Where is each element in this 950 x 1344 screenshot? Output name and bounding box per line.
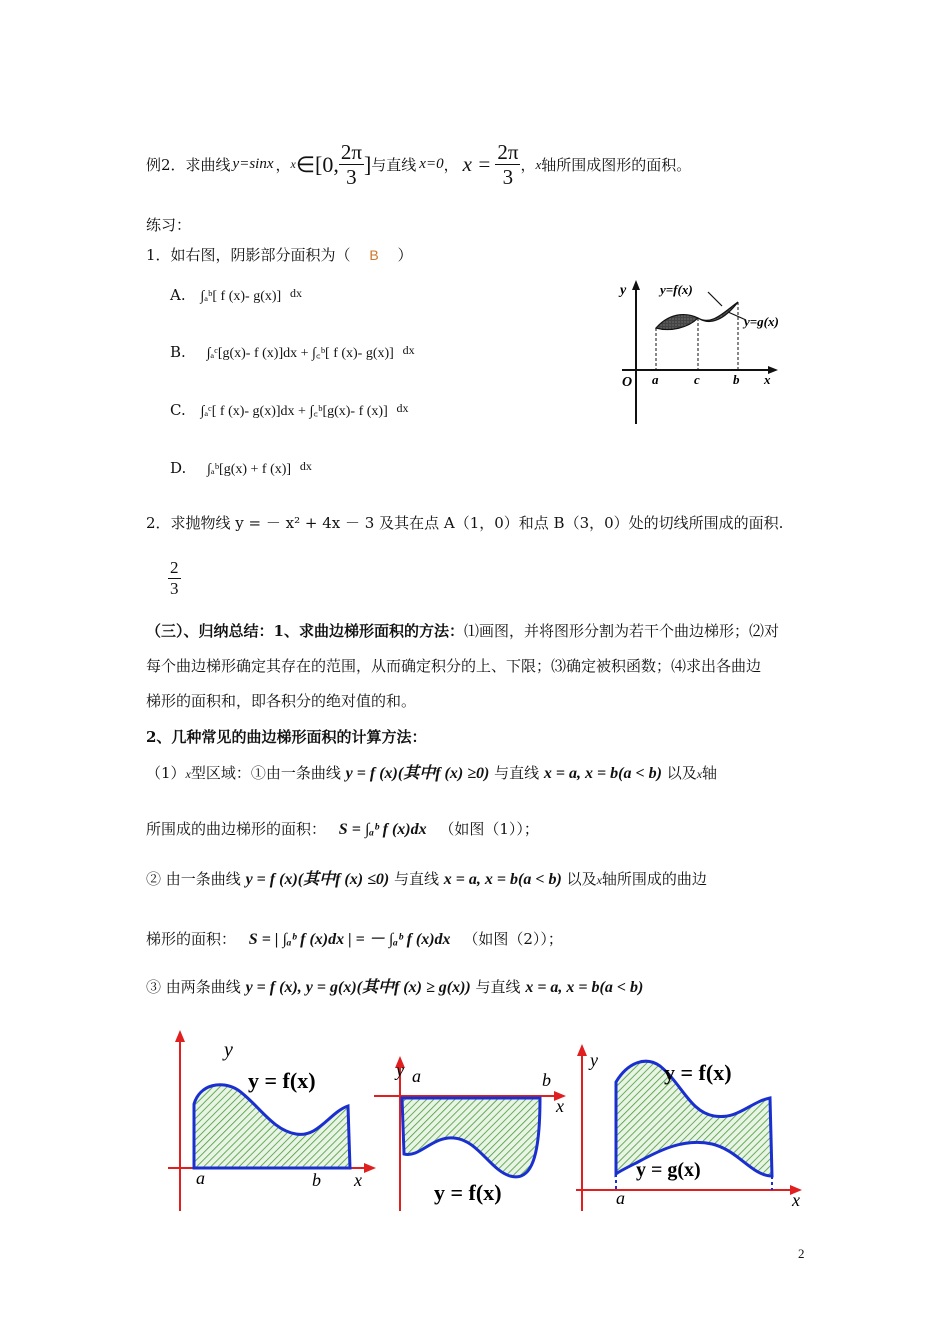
a-label: a: [652, 372, 659, 387]
fig1-x-label: x: [354, 1170, 362, 1190]
q1-option-a: [170, 286, 302, 305]
item1-text2: 与直线: [494, 764, 540, 782]
item1-text3: 以及: [666, 764, 697, 782]
q1-text: 1．如右图，阴影部分面积为（: [146, 246, 351, 264]
x-var: x: [696, 767, 703, 781]
frac-den: 3: [170, 578, 179, 598]
x-label: x: [764, 372, 771, 387]
item2-ref: （如图（2））；: [463, 930, 563, 948]
fig1-a-label: a: [196, 1168, 205, 1188]
summary-subheading1: 1、求曲边梯形面积的方法：: [273, 622, 464, 640]
option-dx: dx: [402, 343, 415, 357]
item1-ref: （如图（1））；: [439, 820, 539, 838]
example2-line: [146, 140, 691, 189]
page-number: 2: [798, 1246, 805, 1261]
item2-math2: x = a, x = b(a < b): [443, 871, 562, 888]
fig2-region: [402, 1098, 540, 1177]
fig3-y-label: y: [590, 1050, 598, 1070]
item1-line1: [146, 760, 717, 783]
fig1-y-label: y: [224, 1039, 233, 1061]
g-label: y=g(x): [744, 314, 779, 329]
q1-answer: B: [369, 247, 379, 263]
option-expr: ∫ₐᶜ[ f (x)- g(x)]dx + ∫꜀ᵇ[g(x)- f (x)]: [200, 404, 388, 419]
fig2-x-label: x: [556, 1096, 564, 1116]
y-label: y: [620, 283, 627, 298]
option-label: B.: [170, 343, 186, 361]
summary-subheading2: 2、几种常见的曲边梯形面积的计算方法：: [146, 728, 427, 746]
item2-text3: 以及: [566, 870, 597, 888]
fig2-curve-label: y = f(x): [434, 1180, 502, 1205]
fig2-a-label: a: [412, 1066, 421, 1086]
fig3-x-label: x: [792, 1190, 800, 1210]
interval-close: ]: [363, 151, 372, 177]
option-expr: ∫ₐᵇ[ f (x)- g(x)]: [200, 289, 282, 304]
item1-line2-text: 所围成的曲边梯形的面积：: [146, 820, 327, 838]
y-arrow-icon: [632, 280, 640, 290]
item2-text: ② 由一条曲线: [146, 870, 241, 888]
example2-curve: y=sinx: [232, 156, 274, 173]
x-var: x: [596, 873, 602, 887]
item1-text4: 轴: [702, 764, 718, 782]
item3-text: ③ 由两条曲线: [146, 978, 241, 996]
q2-answer: [168, 558, 181, 598]
area-figures: [160, 1026, 810, 1216]
item2-line1: [146, 866, 707, 889]
b-label: b: [733, 372, 740, 387]
comma: ，: [275, 156, 291, 175]
line-x0: x=0: [419, 156, 444, 173]
x-var: x: [535, 156, 542, 172]
f-label: y=f(x): [660, 282, 693, 297]
item1-formula: S = ∫ₐᵇ f (x)dx: [338, 821, 427, 838]
fig3-f-label: y = f(x): [664, 1060, 732, 1085]
summary-heading: （三）、归纳总结：: [146, 622, 274, 640]
comma: ，: [520, 156, 536, 175]
item2-text2: 与直线: [393, 870, 439, 888]
example2-prefix: 例2．求曲线: [146, 156, 231, 175]
item3-text2: 与直线: [475, 978, 521, 996]
origin-label: O: [622, 375, 633, 390]
option-expr: ∫ₐᶜ[g(x)- f (x)]dx + ∫꜀ᵇ[ f (x)- g(x)]: [206, 346, 394, 361]
fig1-b-label: b: [312, 1170, 321, 1190]
q2-stem: 2．求抛物线 y = － x² + 4x － 3 及其在点 A（1，0）和点 B（3，0）处的切线所围成的面积.: [146, 514, 784, 532]
frac-num: 2π: [497, 140, 519, 164]
fraction-2pi-3: [339, 140, 364, 189]
interval-open: ∈[0,: [295, 151, 339, 177]
frac-num: 2π: [340, 140, 362, 164]
summary-line2: 每个曲边梯形确定其存在的范围，从而确定积分的上、下限；⑶确定被积函数；⑷求出各曲边: [146, 657, 762, 675]
q2-answer-fraction: [168, 558, 181, 598]
item2-math: y = f (x)(其中f (x) ≤0): [245, 871, 390, 888]
frac-den: 3: [502, 165, 514, 190]
frac-num: 2: [170, 558, 179, 577]
item3-math2: x = a, x = b(a < b): [525, 979, 644, 996]
fig3-g-label: y = g(x): [636, 1159, 701, 1181]
comma: ，: [443, 156, 459, 175]
option-expr: ∫ₐᵇ[g(x) + f (x)]: [207, 462, 292, 477]
fraction2-2pi-3: [495, 140, 520, 189]
item2-formula: S = | ∫ₐᵇ f (x)dx | = － ∫ₐᵇ f (x)dx: [248, 931, 451, 948]
summary-line3: 梯形的面积和，即各积分的绝对值的和。: [146, 692, 417, 710]
item1-num: （1）: [146, 764, 186, 782]
option-label: D.: [170, 459, 187, 477]
fig3-a-label: a: [616, 1188, 625, 1208]
q1-figure: [612, 276, 792, 428]
item2-line2: [146, 926, 563, 949]
fig1-y-arrow-icon: [175, 1030, 185, 1042]
c-label: c: [694, 372, 700, 387]
item2-text4: 轴所围成的曲边: [601, 870, 707, 888]
fig1-region: [194, 1085, 350, 1168]
item1-math: y = f (x)(其中f (x) ≥0): [345, 765, 490, 782]
q1-stem: [146, 244, 412, 265]
figure-3: [576, 1044, 802, 1211]
fig1-curve-label: y = f(x): [248, 1068, 316, 1093]
fig3-y-arrow-icon: [577, 1044, 587, 1056]
item1-math2: x = a, x = b(a < b): [543, 765, 662, 782]
with-line: 与直线: [371, 156, 417, 175]
option-label: C.: [170, 401, 186, 419]
summary-para1: ⑴画图，并将图形分割为若干个曲边梯形；⑵对: [463, 622, 779, 640]
shaded-region: [656, 302, 738, 330]
fig1-x-arrow-icon: [364, 1163, 376, 1173]
f-pointer: [708, 292, 722, 306]
x-equals: x =: [462, 152, 492, 177]
item2-line2-text: 梯形的面积：: [146, 930, 237, 948]
q1-option-d: [170, 459, 312, 478]
practice-label: 练习：: [146, 216, 192, 234]
example2-suffix: 轴所围成图形的面积。: [541, 156, 692, 175]
option-label: A.: [170, 286, 186, 304]
item3-line1: [146, 974, 643, 997]
item1-text: 型区域：①由一条曲线: [190, 764, 341, 782]
figure-2: [374, 1056, 566, 1211]
summary-line1: [146, 620, 779, 641]
figure-1: [168, 1030, 376, 1211]
fig2-y-label: y: [396, 1060, 404, 1080]
fig2-b-label: b: [542, 1070, 551, 1090]
option-dx: dx: [289, 286, 302, 300]
option-dx: dx: [396, 401, 409, 415]
item3-math: y = f (x), y = g(x)(其中f (x) ≥ g(x)): [245, 979, 471, 996]
option-dx: dx: [299, 459, 312, 473]
item1-line2: [146, 818, 539, 839]
q1-close: ）: [397, 246, 413, 264]
x-var: x: [290, 157, 296, 172]
x-var: x: [185, 767, 191, 781]
q1-option-b: [170, 343, 415, 362]
frac-den: 3: [346, 165, 357, 190]
q1-option-c: [170, 401, 409, 420]
